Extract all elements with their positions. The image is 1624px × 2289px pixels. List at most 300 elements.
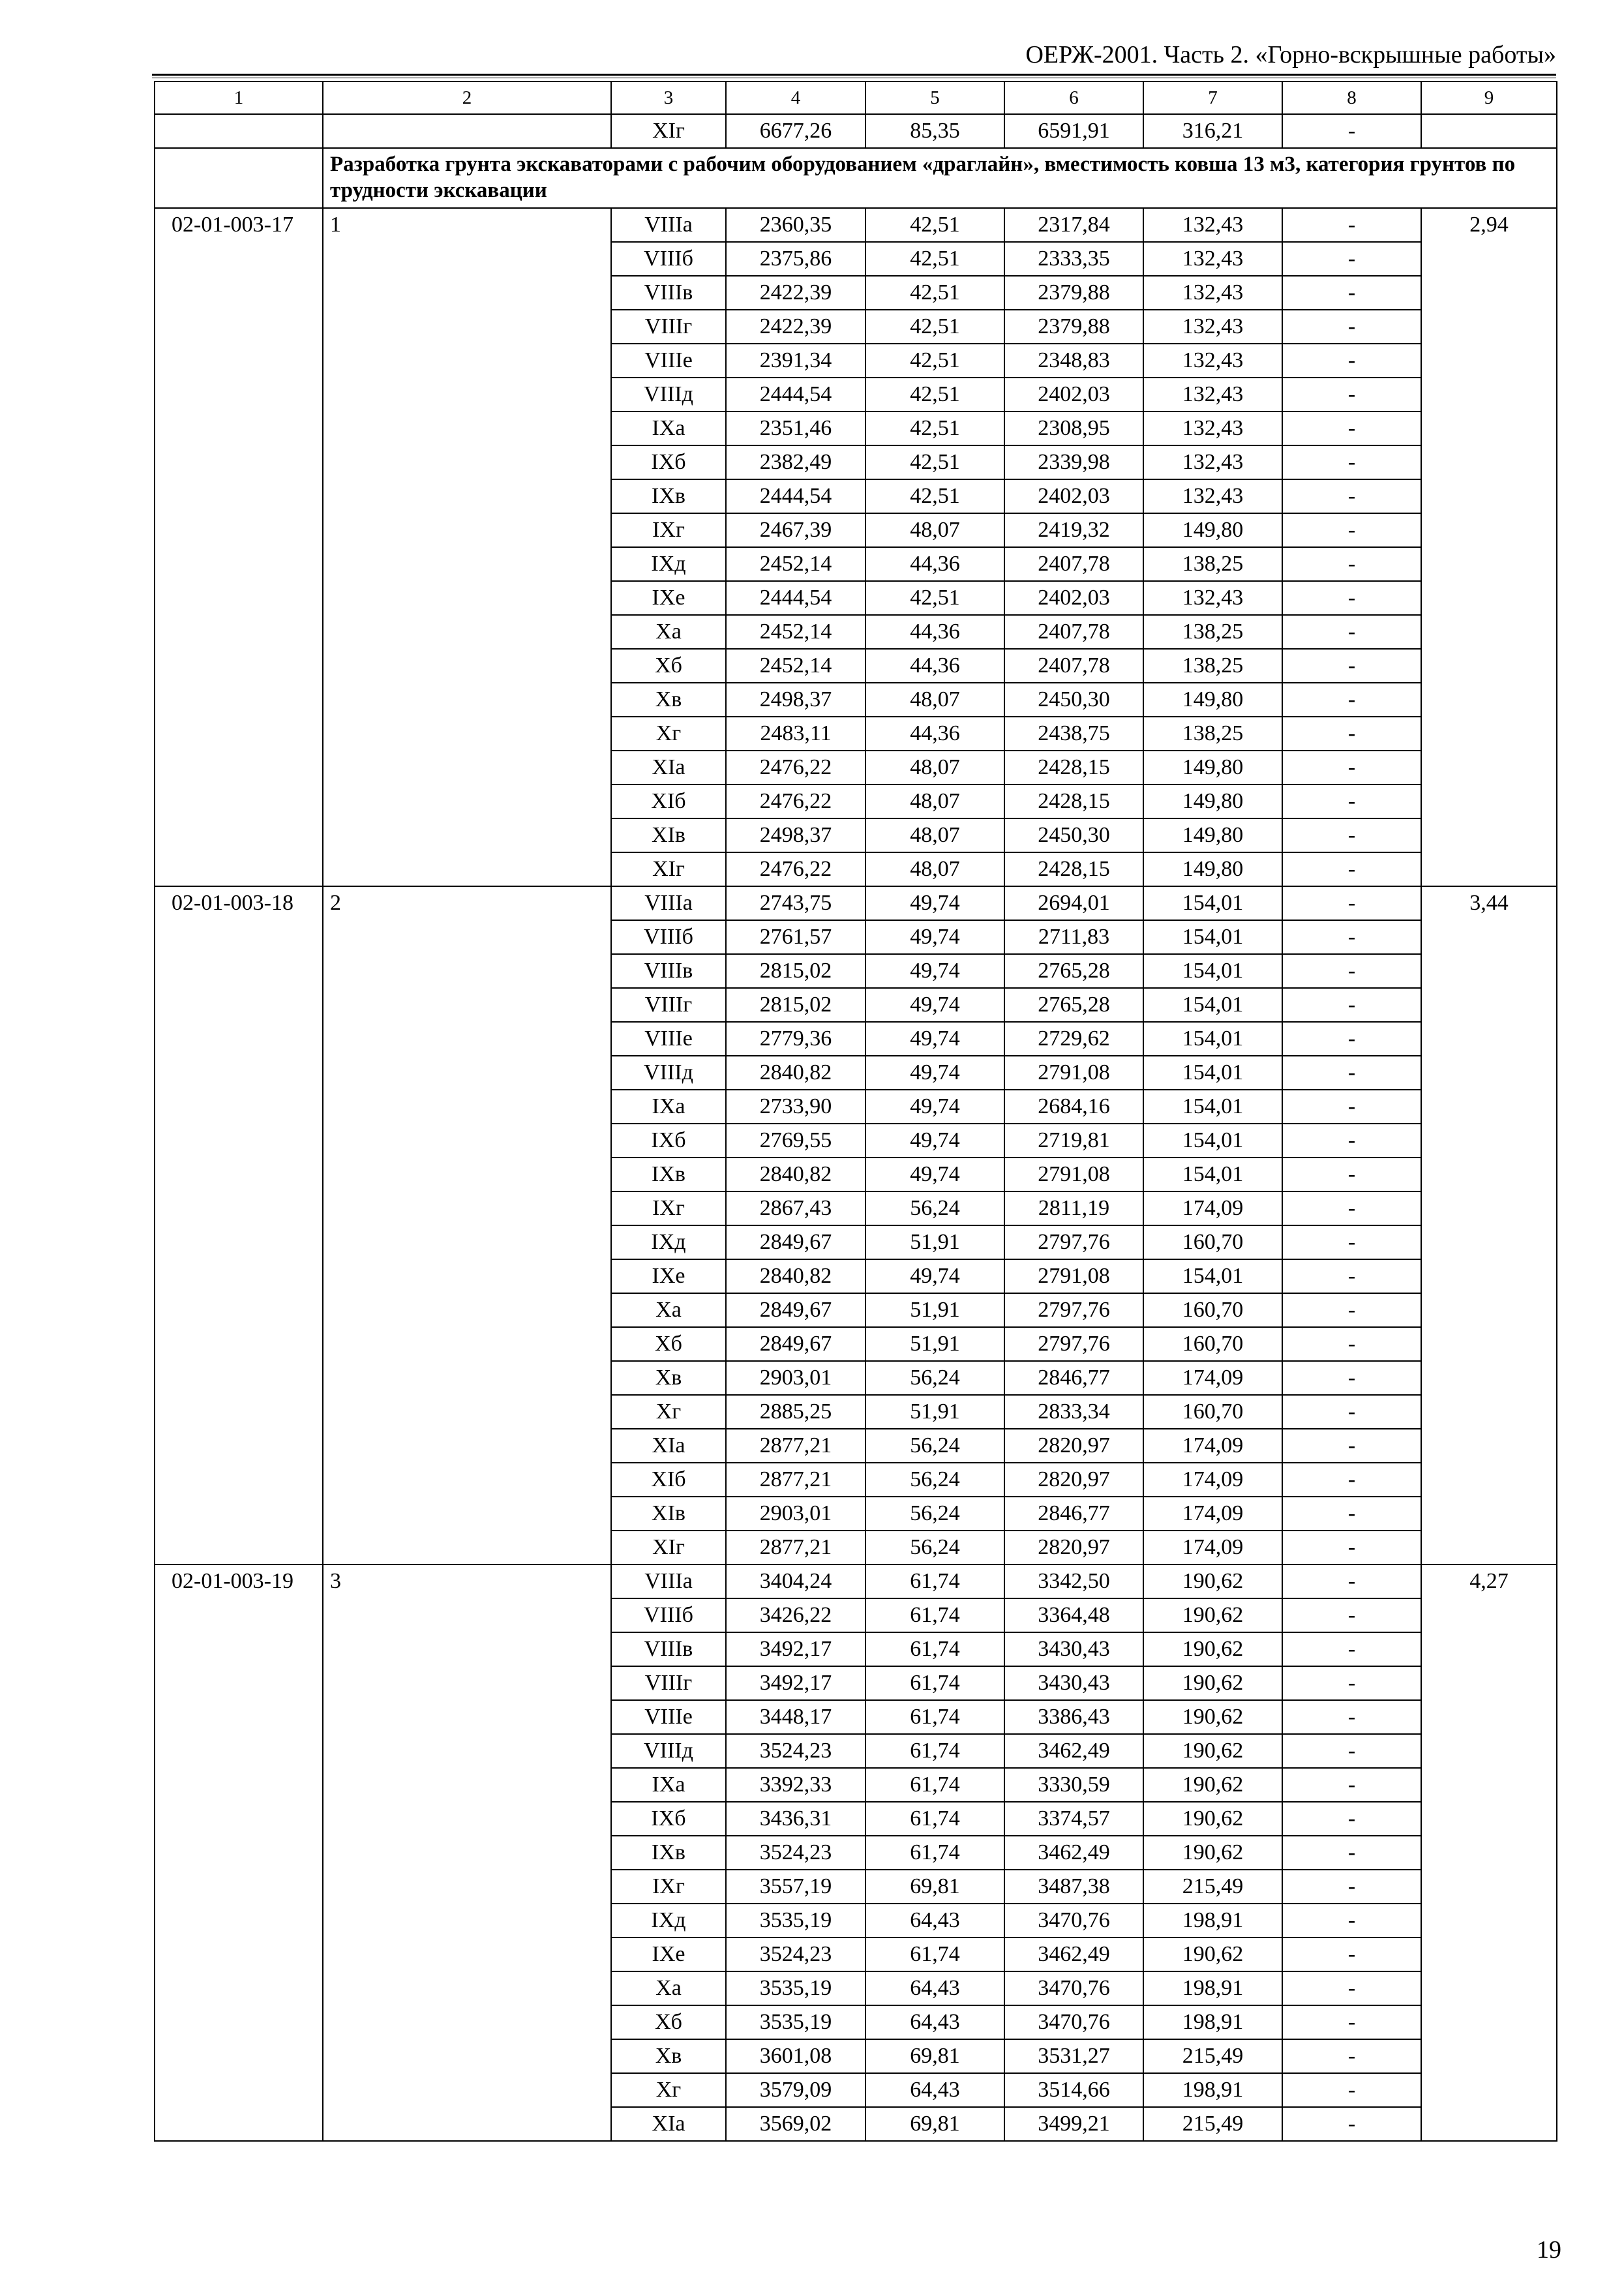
value-cell: 160,70 xyxy=(1143,1225,1282,1259)
soil-category: IXв xyxy=(611,479,726,513)
value-cell: 49,74 xyxy=(865,1090,1004,1124)
value-cell: 2444,54 xyxy=(726,479,865,513)
value-cell: 174,09 xyxy=(1143,1497,1282,1531)
value-cell: 2498,37 xyxy=(726,683,865,717)
soil-category: VIIIе xyxy=(611,1700,726,1734)
value-cell: 2333,35 xyxy=(1004,242,1143,276)
value-cell: 215,49 xyxy=(1143,2107,1282,2141)
soil-category: IXв xyxy=(611,1836,726,1870)
soil-category: VIIIа xyxy=(611,886,726,920)
item-number: 1 xyxy=(323,208,611,886)
value-cell: - xyxy=(1282,1531,1421,1564)
value-cell: 154,01 xyxy=(1143,1158,1282,1191)
value-cell: - xyxy=(1282,581,1421,615)
soil-category: IXб xyxy=(611,445,726,479)
value-cell: 2820,97 xyxy=(1004,1463,1143,1497)
value-cell: - xyxy=(1282,2005,1421,2039)
value-cell: 154,01 xyxy=(1143,1090,1282,1124)
value-cell: - xyxy=(1282,886,1421,920)
value-cell: 2402,03 xyxy=(1004,479,1143,513)
value-cell: - xyxy=(1282,1022,1421,1056)
value-cell: 2419,32 xyxy=(1004,513,1143,547)
value-cell: 138,25 xyxy=(1143,649,1282,683)
soil-category: VIIIг xyxy=(611,988,726,1022)
value-cell: 3430,43 xyxy=(1004,1632,1143,1666)
value-cell: 2375,86 xyxy=(726,242,865,276)
value-cell: 149,80 xyxy=(1143,818,1282,852)
value-cell: - xyxy=(1282,208,1421,242)
soil-category: VIIIа xyxy=(611,208,726,242)
soil-category: IXд xyxy=(611,1904,726,1937)
value-cell: 149,80 xyxy=(1143,751,1282,785)
value-cell: 3524,23 xyxy=(726,1836,865,1870)
value-cell: - xyxy=(1282,276,1421,310)
soil-category: Xб xyxy=(611,1327,726,1361)
value-cell: - xyxy=(1282,852,1421,886)
value-cell: 49,74 xyxy=(865,1124,1004,1158)
value-cell: - xyxy=(1282,513,1421,547)
rates-table xyxy=(154,81,1557,2142)
value-cell: 2450,30 xyxy=(1004,818,1143,852)
value-cell: - xyxy=(1282,479,1421,513)
value-cell: 49,74 xyxy=(865,954,1004,988)
value-cell: 174,09 xyxy=(1143,1361,1282,1395)
table-row xyxy=(155,114,1557,148)
value-cell: 49,74 xyxy=(865,1158,1004,1191)
value-cell: 85,35 xyxy=(865,114,1004,148)
column-number: 7 xyxy=(1143,82,1282,114)
value-cell: 48,07 xyxy=(865,683,1004,717)
value-cell: - xyxy=(1282,547,1421,581)
value-cell: - xyxy=(1282,920,1421,954)
value-cell: 190,62 xyxy=(1143,1734,1282,1768)
value-cell: 132,43 xyxy=(1143,208,1282,242)
value-cell: 2719,81 xyxy=(1004,1124,1143,1158)
value-cell: 132,43 xyxy=(1143,378,1282,411)
value-cell: 174,09 xyxy=(1143,1429,1282,1463)
norm-code: 02-01-003-17 xyxy=(155,208,323,886)
value-cell: 132,43 xyxy=(1143,242,1282,276)
value-cell: - xyxy=(1282,1836,1421,1870)
value-cell: - xyxy=(1282,1734,1421,1768)
header-rule xyxy=(152,74,1556,76)
value-cell: 64,43 xyxy=(865,2073,1004,2107)
value-cell: 2422,39 xyxy=(726,310,865,344)
value-cell: 3524,23 xyxy=(726,1734,865,1768)
value-cell: 3470,76 xyxy=(1004,2005,1143,2039)
value-cell: - xyxy=(1282,1463,1421,1497)
value-cell: 2769,55 xyxy=(726,1124,865,1158)
value-cell: 2452,14 xyxy=(726,547,865,581)
value-cell: 132,43 xyxy=(1143,344,1282,378)
value-cell: 61,74 xyxy=(865,1768,1004,1802)
value-cell: 3386,43 xyxy=(1004,1700,1143,1734)
value-cell: 61,74 xyxy=(865,1632,1004,1666)
value-cell: - xyxy=(1282,1124,1421,1158)
value-cell: 2833,34 xyxy=(1004,1395,1143,1429)
value-cell: 3462,49 xyxy=(1004,1937,1143,1971)
value-cell: 56,24 xyxy=(865,1191,1004,1225)
value-cell: 215,49 xyxy=(1143,1870,1282,1904)
value-cell: 154,01 xyxy=(1143,988,1282,1022)
value-cell: 3492,17 xyxy=(726,1666,865,1700)
section-title: Разработка грунта экскаваторами с рабочим оборудованием «драглайн», вместимость ковша 13 м3, категория грунтов по трудности экскавации xyxy=(323,148,1557,208)
value-cell: 190,62 xyxy=(1143,1700,1282,1734)
value-cell: 190,62 xyxy=(1143,1632,1282,1666)
capacity-cell xyxy=(1421,114,1557,148)
value-cell: 149,80 xyxy=(1143,683,1282,717)
value-cell: 2476,22 xyxy=(726,852,865,886)
value-cell: 3557,19 xyxy=(726,1870,865,1904)
value-cell: 2765,28 xyxy=(1004,954,1143,988)
value-cell: 69,81 xyxy=(865,1870,1004,1904)
value-cell: 2339,98 xyxy=(1004,445,1143,479)
value-cell: 2779,36 xyxy=(726,1022,865,1056)
value-cell: 160,70 xyxy=(1143,1395,1282,1429)
value-cell: 2797,76 xyxy=(1004,1225,1143,1259)
value-cell: 2811,19 xyxy=(1004,1191,1143,1225)
value-cell: 2820,97 xyxy=(1004,1531,1143,1564)
value-cell: XIг xyxy=(611,114,726,148)
value-cell: 2379,88 xyxy=(1004,276,1143,310)
value-cell: - xyxy=(1282,1666,1421,1700)
value-cell: - xyxy=(1282,1056,1421,1090)
value-cell: 42,51 xyxy=(865,581,1004,615)
value-cell: - xyxy=(1282,344,1421,378)
table-row xyxy=(155,886,1557,920)
value-cell: 2428,15 xyxy=(1004,852,1143,886)
soil-category: IXа xyxy=(611,1768,726,1802)
column-number: 8 xyxy=(1282,82,1421,114)
value-cell: 42,51 xyxy=(865,411,1004,445)
value-cell: 2877,21 xyxy=(726,1429,865,1463)
value-cell: - xyxy=(1282,2073,1421,2107)
value-cell: 198,91 xyxy=(1143,2005,1282,2039)
value-cell: 3342,50 xyxy=(1004,1564,1143,1598)
value-cell: 160,70 xyxy=(1143,1327,1282,1361)
value-cell: 2815,02 xyxy=(726,954,865,988)
value-cell: 2450,30 xyxy=(1004,683,1143,717)
value-cell: 61,74 xyxy=(865,1700,1004,1734)
value-cell: 61,74 xyxy=(865,1598,1004,1632)
value-cell: 149,80 xyxy=(1143,785,1282,818)
value-cell: 198,91 xyxy=(1143,1904,1282,1937)
value-cell: 2694,01 xyxy=(1004,886,1143,920)
capacity-value: 4,27 xyxy=(1421,1564,1557,2141)
value-cell: 2382,49 xyxy=(726,445,865,479)
value-cell: - xyxy=(1282,818,1421,852)
value-cell: 3514,66 xyxy=(1004,2073,1143,2107)
value-cell: - xyxy=(1282,1191,1421,1225)
value-cell: 2402,03 xyxy=(1004,581,1143,615)
value-cell: 61,74 xyxy=(865,1937,1004,1971)
value-cell: 132,43 xyxy=(1143,479,1282,513)
value-cell: 132,43 xyxy=(1143,276,1282,310)
soil-category: VIIIд xyxy=(611,378,726,411)
value-cell: 49,74 xyxy=(865,1022,1004,1056)
value-cell: - xyxy=(1282,114,1421,148)
soil-category: Xв xyxy=(611,683,726,717)
soil-category: XIб xyxy=(611,785,726,818)
value-cell: 3462,49 xyxy=(1004,1836,1143,1870)
value-cell: - xyxy=(1282,1564,1421,1598)
value-cell: 42,51 xyxy=(865,445,1004,479)
value-cell: 51,91 xyxy=(865,1327,1004,1361)
value-cell: 3470,76 xyxy=(1004,1904,1143,1937)
soil-category: Xа xyxy=(611,615,726,649)
value-cell: 2476,22 xyxy=(726,785,865,818)
value-cell: 3404,24 xyxy=(726,1564,865,1598)
page-number: 19 xyxy=(1537,2236,1561,2264)
value-cell: - xyxy=(1282,1870,1421,1904)
value-cell: 51,91 xyxy=(865,1225,1004,1259)
capacity-value: 3,44 xyxy=(1421,886,1557,1564)
value-cell: 2840,82 xyxy=(726,1259,865,1293)
value-cell: 2840,82 xyxy=(726,1056,865,1090)
value-cell: 149,80 xyxy=(1143,513,1282,547)
value-cell: 2765,28 xyxy=(1004,988,1143,1022)
value-cell: 61,74 xyxy=(865,1734,1004,1768)
value-cell: 2849,67 xyxy=(726,1327,865,1361)
norm-code: 02-01-003-19 xyxy=(155,1564,323,2141)
column-number-row xyxy=(155,82,1557,114)
soil-category: IXе xyxy=(611,581,726,615)
value-cell: - xyxy=(1282,1158,1421,1191)
norm-code: 02-01-003-18 xyxy=(155,886,323,1564)
soil-category: IXа xyxy=(611,1090,726,1124)
value-cell: 2391,34 xyxy=(726,344,865,378)
item-number: 3 xyxy=(323,1564,611,2141)
value-cell: 48,07 xyxy=(865,513,1004,547)
value-cell: 3374,57 xyxy=(1004,1802,1143,1836)
value-cell: 42,51 xyxy=(865,208,1004,242)
value-cell: 2684,16 xyxy=(1004,1090,1143,1124)
value-cell: - xyxy=(1282,1632,1421,1666)
value-cell: 2407,78 xyxy=(1004,547,1143,581)
value-cell: 2797,76 xyxy=(1004,1293,1143,1327)
value-cell: - xyxy=(1282,445,1421,479)
value-cell: 2791,08 xyxy=(1004,1259,1143,1293)
soil-category: VIIIв xyxy=(611,954,726,988)
value-cell: - xyxy=(1282,649,1421,683)
value-cell: 2849,67 xyxy=(726,1225,865,1259)
soil-category: XIа xyxy=(611,1429,726,1463)
value-cell: 3487,38 xyxy=(1004,1870,1143,1904)
value-cell: 2846,77 xyxy=(1004,1361,1143,1395)
soil-category: XIв xyxy=(611,818,726,852)
value-cell: 49,74 xyxy=(865,1056,1004,1090)
value-cell: 42,51 xyxy=(865,276,1004,310)
table-row xyxy=(155,1564,1557,1598)
value-cell: - xyxy=(1282,1361,1421,1395)
item-cell xyxy=(323,114,611,148)
value-cell: 3535,19 xyxy=(726,1971,865,2005)
value-cell: 3535,19 xyxy=(726,2005,865,2039)
value-cell: 69,81 xyxy=(865,2107,1004,2141)
value-cell: 154,01 xyxy=(1143,1056,1282,1090)
value-cell: 2791,08 xyxy=(1004,1056,1143,1090)
value-cell: 3524,23 xyxy=(726,1937,865,1971)
value-cell: 6591,91 xyxy=(1004,114,1143,148)
soil-category: VIIIб xyxy=(611,920,726,954)
value-cell: - xyxy=(1282,1225,1421,1259)
soil-category: Xа xyxy=(611,1971,726,2005)
code-cell xyxy=(155,114,323,148)
soil-category: Xг xyxy=(611,717,726,751)
soil-category: IXг xyxy=(611,513,726,547)
capacity-value: 2,94 xyxy=(1421,208,1557,886)
soil-category: IXб xyxy=(611,1124,726,1158)
value-cell: 2452,14 xyxy=(726,615,865,649)
value-cell: 2761,57 xyxy=(726,920,865,954)
value-cell: 3601,08 xyxy=(726,2039,865,2073)
soil-category: IXе xyxy=(611,1937,726,1971)
value-cell: 154,01 xyxy=(1143,920,1282,954)
value-cell: - xyxy=(1282,2107,1421,2141)
value-cell: 44,36 xyxy=(865,717,1004,751)
value-cell: 2351,46 xyxy=(726,411,865,445)
value-cell: 51,91 xyxy=(865,1293,1004,1327)
value-cell: 190,62 xyxy=(1143,1836,1282,1870)
value-cell: 61,74 xyxy=(865,1836,1004,1870)
value-cell: 2402,03 xyxy=(1004,378,1143,411)
value-cell: - xyxy=(1282,1395,1421,1429)
soil-category: IXб xyxy=(611,1802,726,1836)
value-cell: - xyxy=(1282,2039,1421,2073)
value-cell: 154,01 xyxy=(1143,1124,1282,1158)
value-cell: 49,74 xyxy=(865,988,1004,1022)
value-cell: 2729,62 xyxy=(1004,1022,1143,1056)
soil-category: VIIIд xyxy=(611,1734,726,1768)
soil-category: XIв xyxy=(611,1497,726,1531)
value-cell: - xyxy=(1282,310,1421,344)
value-cell: 56,24 xyxy=(865,1429,1004,1463)
value-cell: 2733,90 xyxy=(726,1090,865,1124)
value-cell: 61,74 xyxy=(865,1564,1004,1598)
value-cell: 49,74 xyxy=(865,1259,1004,1293)
soil-category: XIа xyxy=(611,2107,726,2141)
value-cell: 56,24 xyxy=(865,1531,1004,1564)
value-cell: - xyxy=(1282,242,1421,276)
value-cell: 2428,15 xyxy=(1004,751,1143,785)
value-cell: 3448,17 xyxy=(726,1700,865,1734)
soil-category: IXв xyxy=(611,1158,726,1191)
value-cell: 3531,27 xyxy=(1004,2039,1143,2073)
item-number: 2 xyxy=(323,886,611,1564)
value-cell: 56,24 xyxy=(865,1497,1004,1531)
value-cell: 2317,84 xyxy=(1004,208,1143,242)
value-cell: 198,91 xyxy=(1143,2073,1282,2107)
soil-category: VIIIг xyxy=(611,1666,726,1700)
value-cell: 2428,15 xyxy=(1004,785,1143,818)
value-cell: 2498,37 xyxy=(726,818,865,852)
soil-category: IXг xyxy=(611,1191,726,1225)
value-cell: 6677,26 xyxy=(726,114,865,148)
value-cell: 61,74 xyxy=(865,1666,1004,1700)
value-cell: 154,01 xyxy=(1143,1022,1282,1056)
soil-category: VIIIд xyxy=(611,1056,726,1090)
value-cell: 3535,19 xyxy=(726,1904,865,1937)
value-cell: 69,81 xyxy=(865,2039,1004,2073)
value-cell: - xyxy=(1282,988,1421,1022)
value-cell: - xyxy=(1282,378,1421,411)
value-cell: 64,43 xyxy=(865,1971,1004,2005)
value-cell: - xyxy=(1282,615,1421,649)
value-cell: 2407,78 xyxy=(1004,615,1143,649)
value-cell: 2444,54 xyxy=(726,378,865,411)
column-number: 4 xyxy=(726,82,865,114)
value-cell: 42,51 xyxy=(865,242,1004,276)
value-cell: - xyxy=(1282,1937,1421,1971)
value-cell: - xyxy=(1282,1090,1421,1124)
value-cell: 51,91 xyxy=(865,1395,1004,1429)
value-cell: 132,43 xyxy=(1143,445,1282,479)
page-header: ОЕРЖ-2001. Часть 2. «Горно-вскрышные работы» xyxy=(1025,41,1556,68)
value-cell: - xyxy=(1282,1904,1421,1937)
value-cell: 174,09 xyxy=(1143,1463,1282,1497)
value-cell: 2849,67 xyxy=(726,1293,865,1327)
value-cell: 3579,09 xyxy=(726,2073,865,2107)
column-number: 5 xyxy=(865,82,1004,114)
value-cell: 2877,21 xyxy=(726,1463,865,1497)
value-cell: 42,51 xyxy=(865,344,1004,378)
value-cell: 198,91 xyxy=(1143,1971,1282,2005)
section-title-row xyxy=(155,148,1557,208)
value-cell: 44,36 xyxy=(865,615,1004,649)
soil-category: VIIIв xyxy=(611,1632,726,1666)
value-cell: 2308,95 xyxy=(1004,411,1143,445)
value-cell: - xyxy=(1282,1700,1421,1734)
value-cell: 2422,39 xyxy=(726,276,865,310)
soil-category: IXд xyxy=(611,1225,726,1259)
value-cell: 2885,25 xyxy=(726,1395,865,1429)
value-cell: - xyxy=(1282,1802,1421,1836)
value-cell: 48,07 xyxy=(865,852,1004,886)
value-cell: 3462,49 xyxy=(1004,1734,1143,1768)
value-cell: 49,74 xyxy=(865,886,1004,920)
value-cell: 3392,33 xyxy=(726,1768,865,1802)
soil-category: VIIIе xyxy=(611,1022,726,1056)
soil-category: XIа xyxy=(611,751,726,785)
soil-category: Xв xyxy=(611,2039,726,2073)
column-number: 6 xyxy=(1004,82,1143,114)
value-cell: 3470,76 xyxy=(1004,1971,1143,2005)
soil-category: VIIIа xyxy=(611,1564,726,1598)
value-cell: - xyxy=(1282,1259,1421,1293)
value-cell: 154,01 xyxy=(1143,886,1282,920)
value-cell: 190,62 xyxy=(1143,1598,1282,1632)
value-cell: 149,80 xyxy=(1143,852,1282,886)
value-cell: 61,74 xyxy=(865,1802,1004,1836)
value-cell: - xyxy=(1282,1971,1421,2005)
column-number: 1 xyxy=(155,82,323,114)
soil-category: Xв xyxy=(611,1361,726,1395)
value-cell: 42,51 xyxy=(865,479,1004,513)
value-cell: - xyxy=(1282,717,1421,751)
soil-category: VIIIг xyxy=(611,310,726,344)
value-cell: 3364,48 xyxy=(1004,1598,1143,1632)
soil-category: XIб xyxy=(611,1463,726,1497)
value-cell: - xyxy=(1282,751,1421,785)
value-cell: 48,07 xyxy=(865,751,1004,785)
value-cell: 42,51 xyxy=(865,378,1004,411)
value-cell: 160,70 xyxy=(1143,1293,1282,1327)
value-cell: 2476,22 xyxy=(726,751,865,785)
soil-category: VIIIб xyxy=(611,242,726,276)
value-cell: 190,62 xyxy=(1143,1564,1282,1598)
value-cell: 2360,35 xyxy=(726,208,865,242)
value-cell: 2438,75 xyxy=(1004,717,1143,751)
